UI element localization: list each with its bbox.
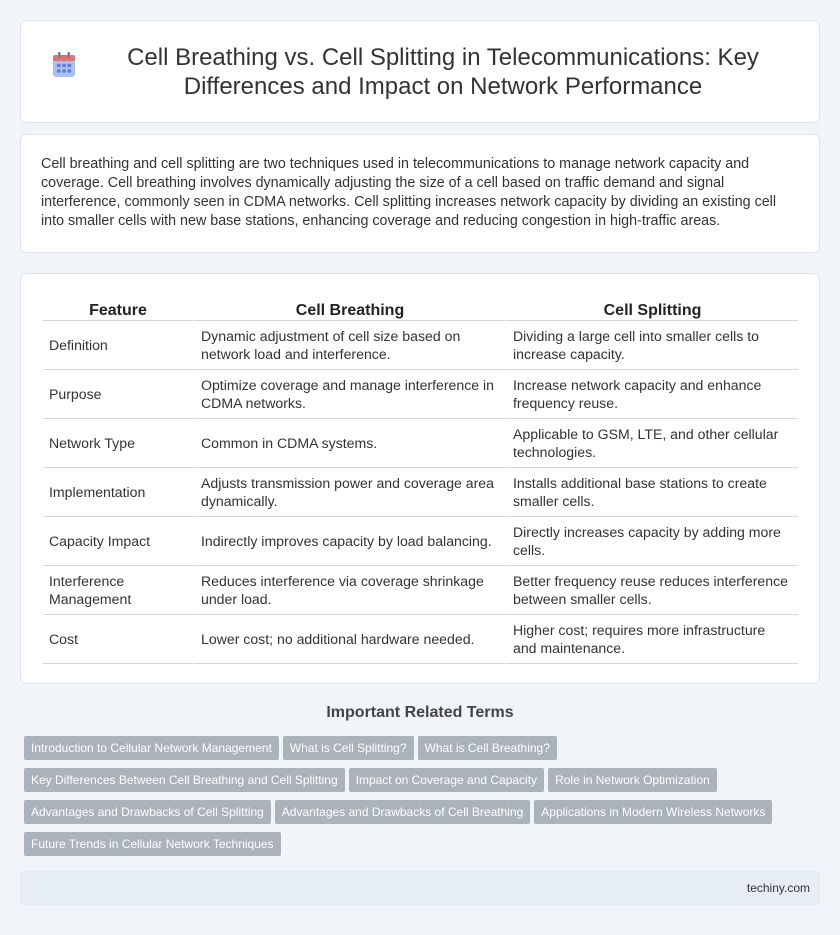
header-card bbox=[20, 20, 820, 123]
row-feature: Implementation bbox=[43, 468, 193, 517]
related-term-link[interactable]: Key Differences Between Cell Breathing and Cell Splitting bbox=[24, 768, 345, 792]
table-row bbox=[43, 321, 798, 370]
row-cell-breathing: Common in CDMA systems. bbox=[193, 419, 505, 468]
row-cell-splitting: Increase network capacity and enhance frequency reuse. bbox=[505, 370, 798, 419]
related-term-link[interactable]: Advantages and Drawbacks of Cell Breathing bbox=[275, 800, 530, 824]
related-term-link[interactable]: Applications in Modern Wireless Networks bbox=[534, 800, 772, 824]
table-row bbox=[43, 370, 798, 419]
table-row bbox=[43, 615, 798, 664]
table-row bbox=[43, 468, 798, 517]
related-term-link[interactable]: Introduction to Cellular Network Management bbox=[24, 736, 279, 760]
row-cell-breathing: Adjusts transmission power and coverage area dynamically. bbox=[193, 468, 505, 517]
row-cell-splitting: Installs additional base stations to create smaller cells. bbox=[505, 468, 798, 517]
related-term-link[interactable]: What is Cell Breathing? bbox=[418, 736, 557, 760]
header-cell-splitting: Cell Splitting bbox=[505, 296, 798, 321]
row-cell-splitting: Better frequency reuse reduces interference between smaller cells. bbox=[505, 566, 798, 615]
row-cell-splitting: Applicable to GSM, LTE, and other cellular technologies. bbox=[505, 419, 798, 468]
calendar-icon bbox=[51, 51, 77, 79]
row-cell-breathing: Indirectly improves capacity by load balancing. bbox=[193, 517, 505, 566]
table-row bbox=[43, 566, 798, 615]
row-feature: Interference Management bbox=[43, 566, 193, 615]
related-term-link[interactable]: Impact on Coverage and Capacity bbox=[349, 768, 544, 792]
row-feature: Capacity Impact bbox=[43, 517, 193, 566]
row-cell-breathing: Lower cost; no additional hardware needed. bbox=[193, 615, 505, 664]
header-feature: Feature bbox=[43, 296, 193, 321]
related-term-link[interactable]: Advantages and Drawbacks of Cell Splitting bbox=[24, 800, 271, 824]
related-term-link[interactable]: Future Trends in Cellular Network Techniques bbox=[24, 832, 281, 856]
footer bbox=[20, 871, 820, 905]
table-header-row bbox=[43, 296, 798, 321]
intro-card bbox=[20, 134, 820, 253]
row-cell-splitting: Higher cost; requires more infrastructure and maintenance. bbox=[505, 615, 798, 664]
related-terms-title: Important Related Terms bbox=[326, 704, 514, 721]
page-title: Cell Breathing vs. Cell Splitting in Telecommunications: Key Differences and Impact on Network Performance bbox=[127, 43, 759, 100]
related-terms-tags bbox=[20, 736, 820, 864]
row-feature: Cost bbox=[43, 615, 193, 664]
row-cell-splitting: Directly increases capacity by adding more cells. bbox=[505, 517, 798, 566]
comparison-card bbox=[20, 273, 820, 684]
row-cell-breathing: Dynamic adjustment of cell size based on network load and interference. bbox=[193, 321, 505, 370]
row-feature: Purpose bbox=[43, 370, 193, 419]
site-link[interactable]: techiny.com bbox=[746, 881, 810, 895]
related-term-link[interactable]: Role in Network Optimization bbox=[548, 768, 717, 792]
intro-paragraph: Cell breathing and cell splitting are two techniques used in telecommunications to manage network capacity and coverage. Cell breathing involves dynamically adjusting the size of a cell based on traffic demand and signal interference, commonly seen in CDMA networks. Cell splitting increases network capacity by dividing an existing cell into smaller cells with new base stations, enhancing coverage and reducing congestion in high-traffic areas. bbox=[41, 156, 777, 229]
table-row bbox=[43, 419, 798, 468]
row-cell-splitting: Dividing a large cell into smaller cells to increase capacity. bbox=[505, 321, 798, 370]
comparison-table bbox=[43, 296, 798, 664]
header-cell-breathing: Cell Breathing bbox=[193, 296, 505, 321]
row-cell-breathing: Reduces interference via coverage shrinkage under load. bbox=[193, 566, 505, 615]
table-row bbox=[43, 517, 798, 566]
row-feature: Definition bbox=[43, 321, 193, 370]
title-wrap bbox=[51, 43, 789, 101]
row-feature: Network Type bbox=[43, 419, 193, 468]
row-cell-breathing: Optimize coverage and manage interference in CDMA networks. bbox=[193, 370, 505, 419]
related-term-link[interactable]: What is Cell Splitting? bbox=[283, 736, 414, 760]
